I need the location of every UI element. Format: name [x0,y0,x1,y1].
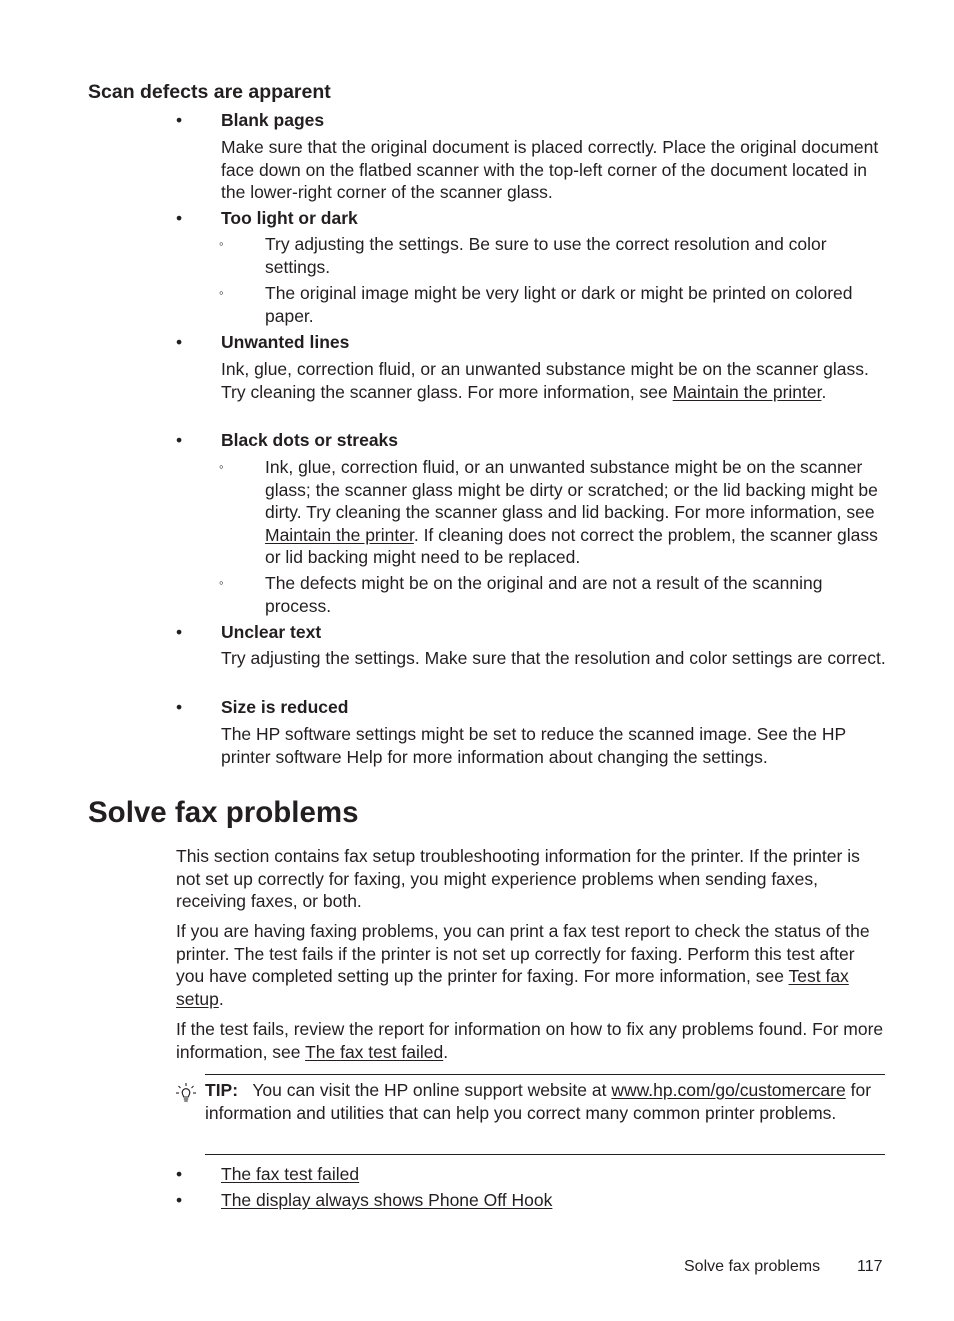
item-title-blank-pages: Blank pages [221,110,325,130]
sub-bullet: ◦ [219,575,224,590]
bullet: • [176,1164,183,1184]
text-segment: . [821,381,827,402]
item-title-too-light-or-dark: Too light or dark [221,208,358,228]
item-text-blank-pages: Make sure that the original document is placed correctly. Place the original document face down on the flatbed scanner with the top-left corner of the document located in the lower-right corner of the scanner glass. [221,137,879,202]
subitem-original-image: The original image might be very light or dark or might be printed on colored paper. [265,283,853,326]
item-title-black-dots: Black dots or streaks [221,430,399,450]
bullet: • [176,208,183,228]
link-fax-test-failed-list[interactable]: The fax test failed [221,1164,360,1184]
sub-bullet: ◦ [219,285,224,300]
subitem-defects-original: The defects might be on the original and are not a result of the scanning process. [265,573,823,616]
link-test-fax-setup[interactable]: Test fax setup [176,966,849,1009]
bullet: • [176,697,183,717]
link-display-phone-off-hook[interactable]: The display always shows Phone Off Hook [221,1190,553,1210]
item-title-unwanted-lines: Unwanted lines [221,332,350,352]
lightbulb-icon [175,1082,197,1104]
bullet: • [176,622,183,642]
link-hp-customercare[interactable]: www.hp.com/go/customercare [611,1080,846,1100]
text-segment: Ink, glue, correction fluid, or an unwanted substance might be on the scanner glass; the scanner glass might be dirty or scratched; or the lid backing might be dirty. Try cleaning the scanner glass and lid backing. For more information, see [265,457,878,522]
bullet: • [176,332,183,352]
text-segment: . If cleaning does not correct the problem, the scanner glass or lid backing might need to be replaced. [265,524,878,567]
item-text-unclear-text: Try adjusting the settings. Make sure that the resolution and color settings are correct. [221,648,886,668]
link-maintain-the-printer[interactable]: Maintain the printer [672,381,822,402]
intro-paragraph-2 [176,920,886,1010]
text-segment: You can visit the HP online support website at [252,1080,612,1100]
sub-bullet: ◦ [219,236,224,251]
sub-bullet: ◦ [219,459,224,474]
tip-label: TIP: [205,1080,239,1100]
intro-paragraph-1: This section contains fax setup troubleshooting information for the printer. If the printer is not set up correctly for faxing, you might experience problems when sending faxes, receiving faxes, or both. [176,846,860,911]
section-heading-scan-defects: Scan defects are apparent [88,81,331,103]
text-segment: . [443,1041,449,1062]
footer-page-number: 117 [857,1258,883,1275]
item-title-unclear-text: Unclear text [221,622,322,642]
text-segment: for information and utilities that can help you correct many common printer problems. [205,1080,872,1123]
bullet: • [176,430,183,450]
footer-section-title: Solve fax problems [684,1258,821,1275]
page-title-solve-fax-problems: Solve fax problems [88,796,359,829]
link-fax-test-failed[interactable]: The fax test failed [305,1041,444,1062]
intro-paragraph-3 [176,1018,886,1063]
item-text-size-reduced: The HP software settings might be set to reduce the scanned image. See the HP printer software Help for more information about changing the settings. [221,724,846,767]
text-segment: If you are having faxing problems, you can print a fax test report to check the status of the printer. The test fails if the printer is not set up correctly for faxing. Perform this test after you have completed setting up the printer for faxing. For more information, see [176,921,870,986]
text-segment: . [218,988,224,1009]
item-text-unwanted-lines [221,358,886,403]
bullet: • [176,110,183,130]
text-segment: If the test fails, review the report for information on how to fix any problems found. For more information, see [176,1019,884,1062]
text-segment: Ink, glue, correction fluid, or an unwanted substance might be on the scanner glass. Try cleaning the scanner glass. For more information, see [221,359,869,402]
tip-bottom-rule [205,1154,885,1155]
tip-top-rule [205,1074,885,1075]
bullet: • [176,1190,183,1210]
tip-text [205,1079,887,1124]
item-title-size-reduced: Size is reduced [221,697,349,717]
subitem-ink-glue [265,456,887,569]
link-maintain-the-printer[interactable]: Maintain the printer [265,524,414,545]
subitem-adjust-settings: Try adjusting the settings. Be sure to use the correct resolution and color settings. [265,234,827,277]
